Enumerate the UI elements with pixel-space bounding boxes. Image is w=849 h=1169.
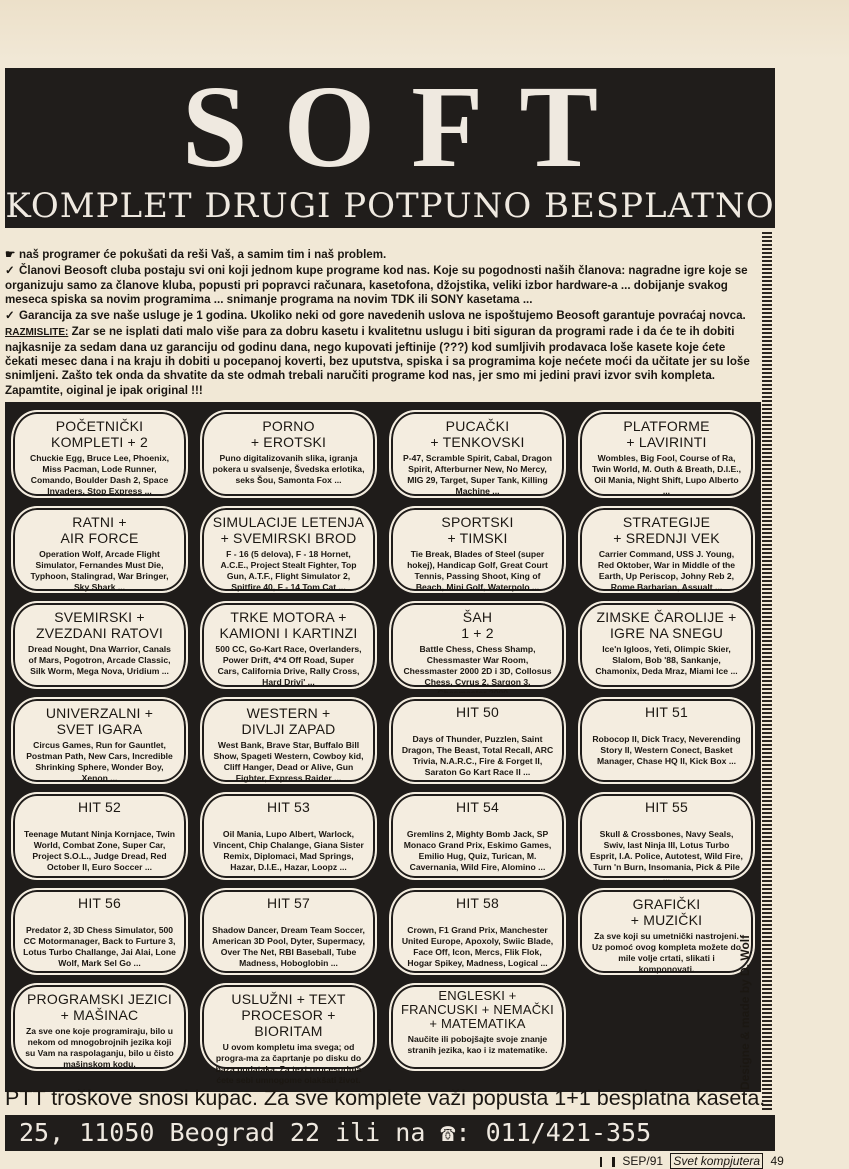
kit-card	[383, 979, 572, 1075]
kit-card	[5, 884, 194, 980]
tagline: KOMPLET DRUGI POTPUNO BESPLATNO	[5, 186, 775, 226]
kit-card	[572, 502, 761, 598]
kit-card	[194, 597, 383, 693]
kit-card-text: Skull & Crossbones, Navy Seals, Swiv, last Ninja III, Lotus Turbo Esprit, I.A. Police, Autotest, Wild Fire, Turn 'n Burn, Insomania, Pick & Pile ...	[590, 829, 743, 883]
kit-card-text: Naučite ili pobojšajte svoje znanje stranih jezika, kao i iz matematike.	[407, 1034, 548, 1055]
kit-card	[572, 788, 761, 884]
kit-card-body	[200, 506, 377, 594]
kit-card-text: Puno digitalizovanih slika, igranja pokera u svalsenje, Švedska erlotika, seks Šou, Samonta Fox ...	[212, 453, 365, 485]
intro-paragraph	[5, 325, 757, 397]
kit-card	[572, 597, 761, 693]
kit-card-title: STRATEGIJE + SREDNJI VEK	[613, 513, 720, 546]
kit-card	[5, 693, 194, 789]
kit-card-body	[11, 410, 188, 498]
header-banner	[5, 61, 775, 228]
kit-card-title: UNIVERZALNI + SVET IGARA	[45, 704, 154, 737]
kit-card-body	[578, 697, 755, 785]
kit-card-title: PUCAČKI + TENKOVSKI	[430, 418, 525, 450]
kit-card	[383, 884, 572, 980]
kit-card-text: Days of Thunder, Puzzlen, Saint Dragon, The Beast, Total Recall, ARC Trivia, N.A.R.C., Fire & Forget II, Saraton Go Kart Race II ...	[401, 733, 554, 777]
logo-title: SOFT	[181, 61, 635, 192]
kit-card-body	[578, 506, 755, 594]
kit-card	[5, 502, 194, 598]
kit-card-text: Carrier Command, USS J. Young, Red Oktober, War in Middle of the Earth, Up Periscop, Johny Reb 2, Rome Barbarian, Assualt ...	[597, 548, 736, 592]
kit-card	[572, 693, 761, 789]
kit-card-title: TRKE MOTORA + KAMIONI I KARTINZI	[219, 609, 358, 641]
kit-card-text: Za sve one koje programiraju, bilo u nekom od mnogobrojnih jezika koji su Vam na raspolaganju, bilo u čisto mašinskom kodu.	[25, 1026, 174, 1069]
kit-card-title: HIT 50	[456, 703, 499, 720]
kit-card-body	[200, 601, 377, 689]
kit-card-body	[389, 697, 566, 785]
kit-card-body	[11, 601, 188, 689]
decorative-border-strip	[762, 230, 772, 1110]
kit-card-text: Circus Games, Run for Gauntlet, Postman Path, New Cars, Incredible Shrinking Sphere, Wonder Boy, Xenon ...	[26, 739, 173, 783]
ptt-notice: PTT troškove snosi kupac. Za sve komplete važi popusta 1+1 besplatna kaseta.	[5, 1086, 766, 1110]
kit-card	[572, 884, 761, 980]
kit-card-text: F - 16 (5 delova), F - 18 Hornet, A.C.E., Project Stealt Fighter, Top Gun, A.T.F., Flight Simulator 2, Spitfire 40, F - 14 Tom Cat ...	[220, 548, 357, 592]
kit-card-title: HIT 51	[645, 703, 688, 720]
kit-card	[5, 979, 194, 1075]
kit-card-text: Za sve koji su umetnički nastrojeni. Uz pomoć ovog kompleta možete do mile volje crtati, slikati i komponovati.	[592, 930, 741, 974]
kit-card	[383, 406, 572, 502]
kit-card	[5, 406, 194, 502]
kit-card-title: ENGLESKI + FRANCUSKI + NEMAČKI + MATEMATIKA	[401, 988, 554, 1031]
kit-card	[194, 502, 383, 598]
intro-paragraph	[5, 264, 757, 307]
kit-card	[194, 979, 383, 1085]
kit-card	[194, 693, 383, 789]
kit-card-text: Battle Chess, Chess Shamp, Chessmaster War Room, Chessmaster 2000 2D i 3D, Collosus Chess, Cyrus 2, Sargon 3,	[403, 644, 552, 687]
intro-p3: Garancija za sve naše usluge je 1 godina. Ukoliko neki od gore navedenih uslova ne ispoštujemo Beosoft garantuje povraćaj novca.	[19, 309, 746, 323]
pointing-hand-icon: ☛	[5, 248, 16, 261]
kit-card-title: HIT 52	[78, 799, 121, 815]
kit-card-text: Crown, F1 Grand Prix, Manchester United Europe, Apoxoly, Swiic Blade, Face Off, Icon, Mercs, Flik Flok, Hogar Spikey, Madness, Logical ...	[401, 924, 554, 968]
kit-card-body	[389, 888, 566, 976]
kit-card-body	[389, 601, 566, 689]
kit-card-body	[578, 601, 755, 689]
kit-card-title: ZIMSKE ČAROLIJE + IGRE NA SNEGU	[596, 609, 737, 641]
intro-paragraph	[5, 309, 757, 323]
kit-card-text: Ice'n Igloos, Yeti, Olimpic Skier, Slalom, Bob '88, Sankanje, Chamonix, Deda Mraz, Miami Ice ...	[595, 644, 738, 676]
kit-card	[194, 788, 383, 884]
kit-card	[5, 597, 194, 693]
kit-card-body	[578, 410, 755, 498]
kit-card-text: Dread Nought, Dna Warrior, Canals of Mars, Pogotron, Arcade Classic, Silk Worm, Mega Nova, Uridium ...	[28, 644, 171, 676]
check-icon: ✓	[5, 309, 15, 323]
kit-card-title: SVEMIRSKI + ZVEZDANI RATOVI	[36, 609, 163, 641]
kit-card-title: USLUŽNI + TEXT PROCESOR + BIORITAM	[231, 991, 346, 1039]
barcode-icon	[600, 1157, 615, 1167]
kit-card-text: West Bank, Brave Star, Buffalo Bill Show, Spageti Western, Cowboy kid, Cliff Hanger, Dead or Alive, Gun Fighter, Express Raider ...	[213, 739, 364, 783]
kit-grid	[5, 402, 761, 1092]
kit-card	[383, 502, 572, 598]
kit-card-title: HIT 57	[267, 894, 310, 911]
kit-card-body	[11, 792, 188, 880]
check-icon: ✓	[5, 264, 15, 278]
razmislite-label: RAZMISLITE:	[5, 327, 69, 339]
kit-card-body	[11, 697, 188, 785]
intro-p2: Članovi Beosoft cluba postaju svi oni koji jednom kupe programe kod nas. Koje su pogodnosti naših članova: nagradne igre koje se organizuju samo za članove kluba, popusti pri popravci računara, kasetofona, džojstika, veliki izbor hardware-a ... dobijanje svakog meseca spiska sa novim programima ... snimanje programa na novim TDK ili SONY kasetama ...	[5, 264, 748, 306]
kit-card-title: SIMULACIJE LETENJA + SVEMIRSKI BROD	[212, 513, 365, 546]
kit-card	[383, 597, 572, 693]
kit-card-body	[389, 792, 566, 880]
kit-card-title: HIT 54	[456, 799, 499, 815]
kit-card-text: Teenage Mutant Ninja Kornjace, Twin World, Combat Zone, Super Car, Project S.O.L., Judge Dread, Red October II, Euro Soccer ...	[23, 829, 176, 872]
kit-card	[5, 788, 194, 884]
kit-card-title: PROGRAMSKI JEZICI + MAŠINAC	[27, 991, 172, 1023]
kit-card-body	[200, 697, 377, 785]
kit-card-body	[389, 983, 566, 1071]
address-text: 25, 11050 Beograd 22 ili na ☎: 011/421-355	[19, 1118, 652, 1147]
kit-card-title: PORNO + EROTSKI	[250, 418, 327, 450]
kit-card-body	[578, 792, 755, 883]
issue-date: SEP/91	[622, 1154, 664, 1168]
kit-card-body	[389, 410, 566, 498]
kit-card	[572, 406, 761, 502]
kit-card-title: PLATFORME + LAVIRINTI	[623, 418, 710, 450]
kit-card-title: GRAFIČKI + MUZIČKI	[630, 895, 703, 928]
kit-card	[194, 406, 383, 502]
kit-card-text: Chuckie Egg, Bruce Lee, Phoenix, Miss Pacman, Lode Runner, Comando, Boulder Dash 2, Space Invaders, Stop Express ...	[30, 453, 169, 496]
kit-card-title: SPORTSKI + TIMSKI	[441, 513, 514, 546]
kit-card-text: Robocop II, Dick Tracy, Neverending Story II, Western Conect, Basket Manager, Chase HQ II, Kick Box ...	[592, 733, 741, 766]
kit-card	[383, 788, 572, 884]
kit-card-text: P-47, Scramble Spirit, Cabal, Dragon Spirit, Afterburner New, No Mercy, MIG 29, Target, Super Tank, Killing Machine ...	[402, 453, 552, 496]
kit-card-body	[200, 792, 377, 880]
kit-card-title: HIT 58	[456, 894, 499, 911]
kit-card-text: Wombles, Big Fool, Course of Ra, Twin World, M. Outh & Breath, D.I.E., Oil Mania, Night Shift, Lupo Alberto ...	[591, 453, 742, 496]
magazine-name: Svet kompjutera	[670, 1153, 763, 1169]
kit-card-body	[578, 888, 755, 976]
kit-card-text: Gremlins 2, Mighty Bomb Jack, SP Monaco Grand Prix, Eskimo Games, Emilio Hug, Quiz, Turican, M. Cavernania, Wild Fire, Alomino ...	[403, 829, 552, 872]
kit-card-title: HIT 56	[78, 894, 121, 911]
page-top-margin	[0, 0, 849, 60]
kit-card-body	[11, 983, 188, 1071]
intro-paragraph	[5, 248, 757, 262]
kit-card-text: Operation Wolf, Arcade Flight Simulator, Fernandes Must Die, Typhoon, Stalingrad, War Bringer, Sky Shark ...	[30, 548, 169, 592]
intro-text	[5, 248, 757, 400]
page-number: 49	[770, 1154, 784, 1168]
kit-card-text: Tie Break, Blades of Steel (super hokej), Handicap Golf, Great Court Tennis, Passing Shoot, King of Beach, Mini Golf, Waterpolo ...	[407, 548, 548, 592]
kit-card-body	[200, 410, 377, 498]
kit-card-text: Shadow Dancer, Dream Team Soccer, American 3D Pool, Dyter, Supermacy, Over The Net, RBI Baseball, Tube Madness, Hoboglobin ...	[212, 924, 365, 968]
kit-card-title: ŠAH 1 + 2	[461, 609, 494, 641]
kit-card-body	[200, 983, 377, 1085]
kit-card-title: WESTERN + DIVLJI ZAPAD	[241, 704, 336, 737]
kit-card-text: U ovom kompletu ima svega; od progra-ma za čaprtanje po disku do baza podataka. Za text procesorima ćete sebi umnogome olakšati život.	[215, 1042, 362, 1085]
address-bar	[5, 1115, 775, 1151]
kit-card-text: 500 CC, Go-Kart Race, Overlanders, Power Drift, 4*4 Off Road, Super Cars, California Drive, Rally Cross, Hard Drivi' ...	[215, 644, 362, 687]
intro-p4: Zar se ne isplati dati malo više para za dobru kasetu i kvalitetnu uslugu i biti siguran da programi rade i da će te ih dobiti najkasnije za sedam dana uz garanciju od godinu dana, nego kupovati jeftinije (???) kod sumljivih prodavaca loše kasete koje ćete čekati mesec dana i na kraju ih dobiti u pocepanoj koverti, bez uputstva, spiska i sa programima koje nećete moći da učitate jer su loše snimljeni. Zašto tek onda da shvatite da ste odmah trebali naručiti programe kod nas, jer smo mi jedini pravi izvor svih kompleta. Zapamtite, oiginal je ipak original !!!	[5, 325, 750, 397]
kit-card-title: HIT 55	[645, 799, 688, 815]
page-footer	[600, 1154, 788, 1168]
kit-card-title: RATNI + AIR FORCE	[60, 513, 139, 546]
kit-card-title: HIT 53	[267, 799, 310, 815]
kit-card	[194, 884, 383, 980]
kit-card-title: POČETNIČKI KOMPLETI + 2	[51, 418, 148, 450]
kit-card-text: Predator 2, 3D Chess Simulator, 500 CC Motormanager, Back to Furture 3, Lotus Turbo Challange, Jai Alai, Lone Wolf, Mark Sel Go ...	[23, 924, 176, 968]
kit-card-body	[200, 888, 377, 976]
kit-card-body	[11, 888, 188, 976]
kit-card	[383, 693, 572, 789]
design-credit: Designe & made by D. Wolf	[738, 934, 752, 1090]
kit-card-text: Oil Mania, Lupo Albert, Warlock, Vincent, Chip Chalange, Giana Sister Remix, Diplomaci, Mad Springs, Hazar, D.I.E., Hazar, Loopz ...	[213, 829, 364, 872]
intro-p1: naš programer će pokušati da reši Vaš, a samim tim i naš problem.	[19, 248, 387, 261]
kit-card-body	[11, 506, 188, 594]
kit-card-body	[389, 506, 566, 594]
